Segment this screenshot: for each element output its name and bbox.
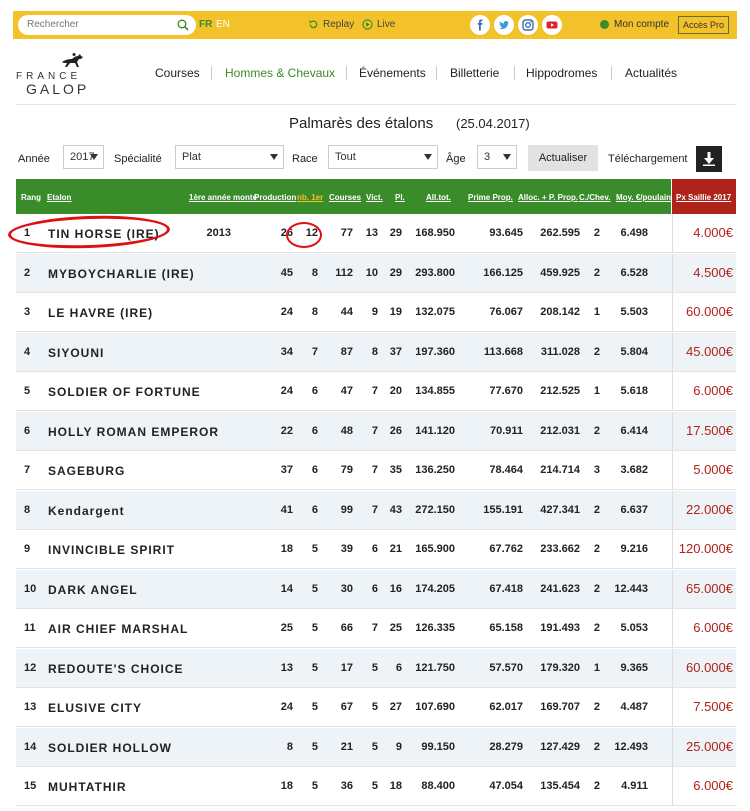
cell-prime: 93.645 [489,227,523,239]
race-label: Race [292,153,318,165]
cell-vict: 5 [371,661,378,674]
nav-separator [346,66,347,80]
table-row [16,688,736,727]
annee-select[interactable] [63,145,104,169]
cell-etalon[interactable]: LE HAVRE (IRE) [48,306,154,320]
cell-nb1: 8 [311,306,318,318]
nav-hippodromes[interactable]: Hippodromes [526,66,598,80]
cell-alloc: 241.623 [540,582,580,595]
cell-px: 4.000€ [693,225,733,240]
account-status-icon [600,20,609,29]
table-row [16,570,736,609]
cell-pl: 43 [389,503,402,516]
cell-etalon[interactable]: HOLLY ROMAN EMPEROR [48,424,220,439]
cell-prod: 24 [280,385,293,397]
download-icon [703,152,715,166]
cell-px: 5.000€ [693,462,733,477]
table-row [16,254,736,293]
specialite-value: Plat [182,151,201,163]
nav-courses[interactable]: Courses [155,66,200,80]
cell-nb1: 5 [311,701,318,713]
cell-prod: 8 [286,740,293,753]
cell-prod: 45 [280,266,293,279]
facebook-icon [474,19,486,31]
cell-etalon[interactable]: ELUSIVE CITY [48,701,143,715]
table-row [16,530,736,569]
cell-vict: 13 [365,227,378,239]
cell-moy: 4.487 [620,701,648,713]
cell-alloc: 214.714 [540,464,580,476]
col-alloc-prime[interactable]: Alloc. + P. Prop. [518,193,579,202]
cell-moy: 5.618 [620,385,648,397]
cell-moy: 6.528 [620,266,648,279]
cell-rang: 10 [24,582,37,595]
cell-alloc: 169.707 [540,701,580,713]
cell-rang: 6 [24,424,31,437]
cell-alloc: 233.662 [540,543,580,555]
replay-link[interactable] [308,19,354,30]
cell-vict: 5 [371,780,378,792]
cell-cchev: 2 [593,266,600,279]
cell-rang: 3 [24,306,31,318]
nav-separator [514,66,515,80]
cell-cchev: 2 [593,622,600,634]
search-box[interactable] [18,15,196,35]
cell-pl: 26 [389,424,402,437]
cell-courses: 17 [340,661,353,674]
twitter-icon [498,19,510,31]
cell-alltot: 168.950 [415,227,455,239]
cell-alltot: 165.900 [415,543,455,555]
cell-moy: 6.498 [620,227,648,239]
cell-prime: 78.464 [489,464,523,476]
cell-alloc: 212.031 [540,424,580,437]
cell-rang: 7 [24,464,31,476]
cell-vict: 9 [371,306,378,318]
race-select[interactable] [328,145,438,169]
cell-px: 60.000€ [686,659,733,675]
nav-billetterie[interactable]: Billetterie [450,66,500,80]
facebook-link[interactable] [470,15,490,35]
cell-moy: 4.911 [621,780,648,792]
cell-etalon[interactable]: AIR CHIEF MARSHAL [48,622,189,636]
nav-hommes-chevaux[interactable]: Hommes & Chevaux [225,66,336,80]
race-value: Tout [335,151,356,163]
table-row [16,609,736,648]
cell-courses: 67 [340,701,353,713]
cell-alltot: 88.400 [421,780,455,792]
col-courses[interactable]: Courses [329,193,362,202]
cell-etalon[interactable]: MUHTATHIR [48,780,127,794]
table-row [16,293,736,332]
cell-rang: 4 [24,345,31,358]
cell-etalon[interactable]: DARK ANGEL [48,582,138,597]
cell-pl: 35 [389,464,402,476]
cell-alloc: 427.341 [540,503,580,516]
cell-courses: 44 [340,306,353,318]
age-label: Âge [446,153,466,165]
col-premiere-annee[interactable]: 1ère année monte [189,193,258,202]
cell-prime: 155.191 [483,503,523,516]
cell-prod: 26 [280,227,293,239]
cell-px: 7.500€ [693,699,733,714]
cell-etalon[interactable]: MYBOYCHARLIE (IRE) [48,266,195,281]
cell-nb1: 6 [311,464,318,476]
cell-prod: 37 [280,464,293,476]
cell-cchev: 2 [593,503,600,516]
cell-moy: 5.503 [620,306,648,318]
col-production[interactable]: Production [254,193,297,202]
age-select[interactable] [477,145,517,169]
highlight-circle-nb-premier [286,222,322,248]
col-rang[interactable]: Rang [21,193,41,202]
cell-alltot: 136.250 [415,464,455,476]
logo-text-france: FRANCE [16,71,82,82]
table-row [16,767,736,806]
pro-access-button[interactable]: Accès Pro [678,16,729,34]
annee-label: Année [18,153,50,165]
cell-prod: 25 [280,622,293,634]
cell-rang: 9 [24,543,31,555]
page-date: (25.04.2017) [456,116,530,131]
cell-moy: 5.804 [620,345,648,358]
cell-courses: 30 [340,582,353,595]
cell-pl: 27 [389,701,402,713]
table-header [16,179,736,214]
cell-prime: 47.054 [489,780,523,792]
cell-px: 22.000€ [686,501,733,517]
cell-vict: 6 [371,543,378,555]
cell-alltot: 141.120 [415,424,455,437]
cell-vict: 7 [371,424,378,437]
table-row [16,451,736,490]
account-label: Mon compte [614,19,670,30]
cell-alloc: 311.028 [540,345,580,358]
cell-nb1: 6 [311,503,318,516]
cell-annee: 2013 [206,227,231,239]
cell-rang: 11 [24,622,36,634]
cell-prime: 67.418 [489,582,523,595]
cell-nb1: 5 [311,780,318,792]
cell-nb1: 7 [311,345,318,358]
lang-en-link[interactable]: EN [216,19,230,30]
cell-prime: 76.067 [489,306,523,318]
cell-cchev: 1 [593,661,600,674]
cell-prime: 67.762 [489,543,523,555]
cell-px: 65.000€ [686,580,733,596]
cell-prime: 77.670 [489,385,523,397]
instagram-icon [522,19,534,31]
cell-alloc: 127.429 [540,740,580,753]
cell-alloc: 179.320 [540,661,580,674]
cell-px: 17.500€ [686,422,733,438]
cell-alloc: 208.142 [540,306,580,318]
age-value: 3 [484,151,491,163]
cell-alloc: 262.595 [540,227,580,239]
cell-vict: 7 [371,622,378,634]
col-places[interactable]: Pl. [395,193,405,202]
cell-rang: 13 [24,701,37,713]
cell-courses: 48 [340,424,353,437]
cell-rang: 2 [24,266,31,279]
cell-cchev: 2 [593,780,600,792]
cell-nb1: 6 [311,424,318,437]
cell-alltot: 107.690 [415,701,455,713]
cell-alltot: 121.750 [415,661,455,674]
cell-alltot: 126.335 [415,622,455,634]
cell-vict: 10 [365,266,378,279]
cell-etalon[interactable]: TIN HORSE (IRE) [48,227,160,241]
annee-value: 2017 [70,151,95,163]
cell-moy: 6.637 [620,503,648,516]
youtube-icon [546,19,558,31]
cell-prod: 14 [280,582,293,595]
live-label: Live [377,19,396,30]
cell-etalon[interactable]: SOLDIER OF FORTUNE [48,385,201,399]
cell-moy: 12.493 [614,740,648,753]
cell-moy: 9.216 [620,543,648,555]
cell-pl: 19 [389,306,402,318]
cell-courses: 66 [340,622,353,634]
cell-vict: 7 [371,385,378,397]
table-row [16,728,736,767]
cell-etalon[interactable]: INVINCIBLE SPIRIT [48,543,176,557]
cell-prod: 18 [280,780,293,792]
cell-cchev: 2 [593,740,600,753]
cell-rang: 14 [24,740,37,753]
cell-px: 4.500€ [693,264,733,280]
col-px-saillie[interactable]: Px Saillie 2017 [676,193,732,202]
youtube-link[interactable] [542,15,562,35]
cell-cchev: 2 [593,582,600,595]
cell-prime: 28.279 [489,740,523,753]
cell-vict: 8 [371,345,378,358]
specialite-select[interactable] [175,145,284,169]
cell-rang: 8 [24,503,31,516]
cell-nb1: 5 [311,661,318,674]
cell-rang: 12 [24,661,37,674]
cell-pl: 29 [389,227,402,239]
cell-prod: 24 [280,306,293,318]
cell-nb1: 6 [311,385,318,397]
cell-nb1: 5 [311,543,318,555]
search-input[interactable] [27,19,167,30]
cell-px: 6.000€ [693,383,733,398]
telechargement-label: Téléchargement [608,153,688,165]
cell-courses: 47 [340,385,353,397]
table-row [16,333,736,372]
cell-alltot: 132.075 [415,306,455,318]
table-row [16,491,736,530]
cell-nb1: 12 [305,227,318,239]
cell-moy: 9.365 [620,661,648,674]
cell-nb1: 5 [311,582,318,595]
top-bar [13,11,737,39]
cell-alltot: 272.150 [415,503,455,516]
col-all-tot[interactable]: All.tot. [426,193,451,202]
chevron-down-icon [424,154,432,160]
chevron-down-icon [270,154,278,160]
cell-prod: 24 [280,701,293,713]
nav-separator [436,66,437,80]
cell-alltot: 134.855 [415,385,455,397]
twitter-link[interactable] [494,15,514,35]
cell-cchev: 2 [593,424,600,437]
cell-prod: 18 [280,543,293,555]
account-link[interactable] [600,19,669,30]
nav-separator [211,66,212,80]
col-victoires[interactable]: Vict. [366,193,383,202]
nav-separator [611,66,612,80]
cell-nb1: 5 [311,622,318,634]
horse-rider-icon [60,52,84,68]
cell-etalon[interactable]: SIYOUNI [48,345,105,360]
cell-courses: 112 [335,266,353,279]
cell-courses: 87 [340,345,353,358]
cell-courses: 39 [340,543,353,555]
cell-moy: 6.414 [620,424,648,437]
cell-nb1: 5 [311,740,318,753]
cell-pl: 6 [395,661,402,674]
cell-vict: 7 [371,503,378,516]
live-link[interactable] [362,19,395,30]
cell-courses: 79 [340,464,353,476]
cell-cchev: 2 [593,227,600,239]
table-row [16,412,736,451]
col-nb-premier[interactable]: nb. 1er [297,193,324,202]
cell-pl: 29 [389,266,402,279]
instagram-link[interactable] [518,15,538,35]
cell-alltot: 174.205 [415,582,455,595]
cell-px: 6.000€ [693,778,733,793]
cell-nb1: 8 [311,266,318,279]
cell-px: 60.000€ [686,304,733,319]
cell-pl: 21 [389,543,402,555]
cell-prod: 13 [280,661,293,674]
nav-evenements[interactable]: Événements [359,66,426,80]
cell-prime: 166.125 [483,266,523,279]
cell-rang: 5 [24,385,31,397]
cell-px: 45.000€ [686,343,733,359]
col-c-chev[interactable]: C./Chev. [579,193,611,202]
cell-cchev: 2 [593,701,600,713]
cell-moy: 12.443 [614,582,648,595]
cell-px: 6.000€ [693,620,733,635]
cell-pl: 9 [395,740,402,753]
cell-vict: 6 [371,582,378,595]
cell-alltot: 197.360 [415,345,455,358]
cell-moy: 5.053 [620,622,648,634]
col-etalon[interactable]: Etalon [47,193,72,202]
cell-px: 120.000€ [678,541,733,556]
cell-pl: 16 [389,582,402,595]
download-button[interactable] [696,146,722,172]
table-row [16,649,736,688]
cell-cchev: 3 [593,464,600,476]
cell-courses: 77 [340,227,353,239]
page-title: Palmarès des étalons [289,115,434,132]
cell-prime: 57.570 [489,661,523,674]
replay-label: Replay [323,19,355,30]
cell-alloc: 212.525 [540,385,580,397]
cell-etalon[interactable]: SOLDIER HOLLOW [48,740,172,755]
search-icon[interactable] [177,19,189,31]
cell-prime: 65.158 [489,622,523,634]
play-icon [362,19,373,30]
cell-pl: 20 [389,385,402,397]
france-galop-logo[interactable] [16,52,106,96]
col-moy-poulain[interactable]: Moy. €/poulain [616,193,671,202]
cell-prime: 113.668 [483,345,523,358]
replay-icon [308,19,319,30]
cell-pl: 25 [389,622,402,634]
cell-prime: 62.017 [489,701,523,713]
cell-etalon[interactable]: SAGEBURG [48,464,126,478]
cell-prod: 41 [280,503,293,516]
cell-alloc: 135.454 [540,780,580,792]
cell-prime: 70.911 [489,424,523,437]
cell-courses: 99 [340,503,353,516]
nav-actualites[interactable]: Actualités [625,66,678,80]
cell-vict: 7 [371,464,378,476]
cell-etalon[interactable]: Kendargent [48,503,125,518]
cell-vict: 5 [371,701,378,713]
logo-text-galop: GALOP [26,81,90,97]
cell-vict: 5 [371,740,378,753]
cell-rang: 15 [24,780,37,792]
cell-prod: 22 [280,424,293,437]
cell-cchev: 2 [593,345,600,358]
lang-fr-link[interactable]: FR [199,19,213,30]
specialite-label: Spécialité [114,153,162,165]
cell-cchev: 1 [593,385,600,397]
cell-pl: 18 [389,780,402,792]
cell-courses: 36 [340,780,353,792]
cell-rang: 1 [24,227,31,239]
cell-pl: 37 [389,345,402,358]
col-prime-prop[interactable]: Prime Prop. [468,193,513,202]
header-divider [16,104,736,105]
cell-alltot: 99.150 [421,740,455,753]
row-divider [16,805,736,806]
cell-etalon[interactable]: REDOUTE'S CHOICE [48,661,184,676]
cell-alloc: 459.925 [540,266,580,279]
cell-alloc: 191.493 [540,622,580,634]
cell-cchev: 1 [593,306,600,318]
chevron-down-icon [90,154,98,160]
cell-px: 25.000€ [686,738,733,754]
cell-prod: 34 [280,345,293,358]
actualiser-button[interactable]: Actualiser [528,145,598,171]
cell-cchev: 2 [593,543,600,555]
cell-alltot: 293.800 [415,266,455,279]
table-row [16,372,736,411]
chevron-down-icon [503,154,511,160]
cell-courses: 21 [340,740,353,753]
cell-moy: 3.682 [620,464,648,476]
